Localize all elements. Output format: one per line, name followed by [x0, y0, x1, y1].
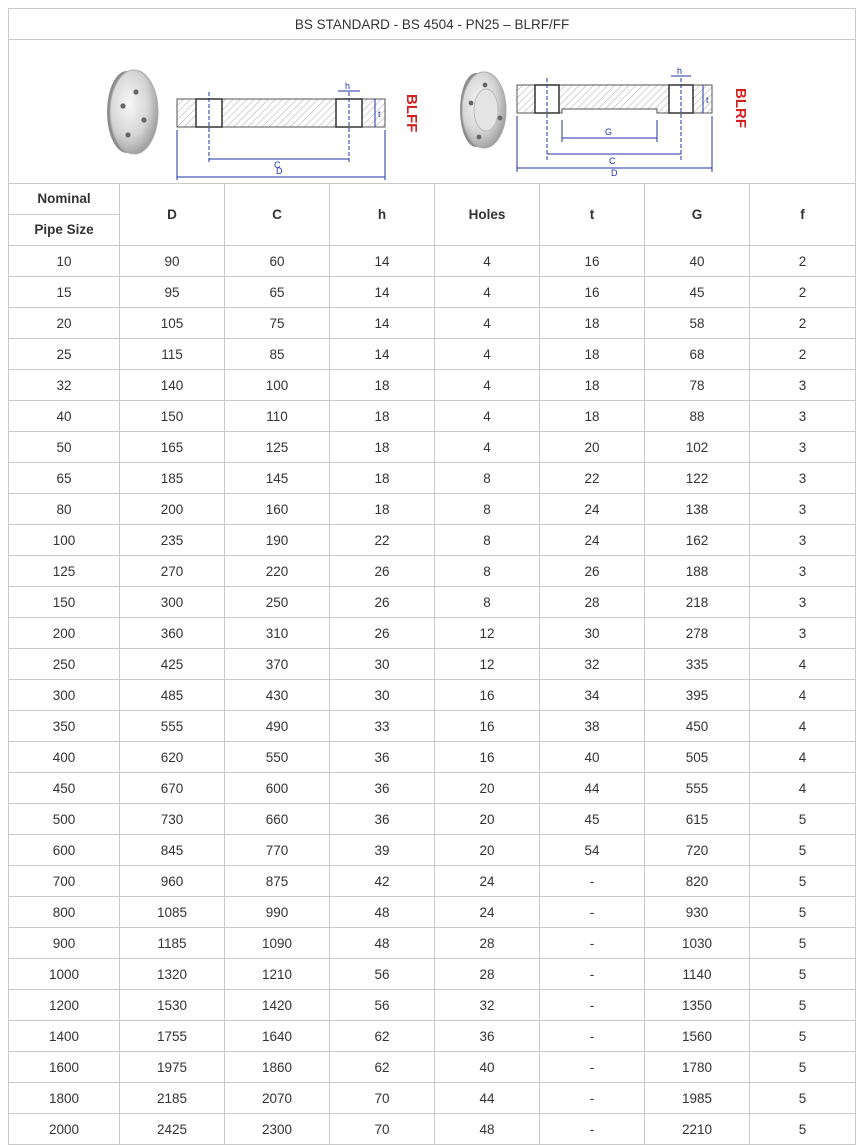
table-cell: 395	[645, 680, 750, 711]
header-h: h	[330, 184, 435, 246]
table-cell: 2185	[120, 1083, 225, 1114]
table-cell: 1600	[9, 1052, 120, 1083]
table-cell: 485	[120, 680, 225, 711]
table-cell: 2000	[9, 1114, 120, 1145]
table-cell: 30	[330, 649, 435, 680]
blff-flange-photo	[107, 70, 158, 154]
table-cell: 165	[120, 432, 225, 463]
table-cell: -	[540, 928, 645, 959]
flange-spec-table	[8, 8, 856, 1145]
table-cell: 250	[225, 587, 330, 618]
table-cell: 105	[120, 308, 225, 339]
table-cell: 5	[750, 804, 856, 835]
table-cell: 62	[330, 1021, 435, 1052]
table-cell: 990	[225, 897, 330, 928]
table-cell: 900	[9, 928, 120, 959]
table-cell: -	[540, 1083, 645, 1114]
header-g: G	[645, 184, 750, 246]
table-cell: 68	[645, 339, 750, 370]
table-cell: 12	[435, 649, 540, 680]
table-cell: 3	[750, 556, 856, 587]
table-cell: 3	[750, 494, 856, 525]
table-cell: 400	[9, 742, 120, 773]
blrf-c-label: C	[609, 156, 616, 166]
table-cell: 1640	[225, 1021, 330, 1052]
table-cell: 1000	[9, 959, 120, 990]
table-cell: 100	[225, 370, 330, 401]
table-row	[9, 401, 856, 432]
table-cell: 5	[750, 897, 856, 928]
table-cell: -	[540, 866, 645, 897]
table-cell: 18	[330, 463, 435, 494]
table-cell: 36	[330, 773, 435, 804]
table-cell: 18	[330, 432, 435, 463]
table-cell: 26	[540, 556, 645, 587]
table-cell: 250	[9, 649, 120, 680]
table-cell: 1090	[225, 928, 330, 959]
table-cell: 39	[330, 835, 435, 866]
table-cell: 125	[9, 556, 120, 587]
table-cell: 88	[645, 401, 750, 432]
table-cell: 18	[330, 494, 435, 525]
table-cell: 150	[9, 587, 120, 618]
table-cell: 38	[540, 711, 645, 742]
table-cell: 270	[120, 556, 225, 587]
flange-diagrams	[9, 40, 856, 184]
table-cell: 32	[540, 649, 645, 680]
table-cell: 5	[750, 990, 856, 1021]
table-cell: 700	[9, 866, 120, 897]
table-cell: 18	[540, 370, 645, 401]
header-c: C	[225, 184, 330, 246]
table-row	[9, 587, 856, 618]
table-cell: 14	[330, 308, 435, 339]
table-cell: 25	[9, 339, 120, 370]
table-cell: 4	[435, 339, 540, 370]
table-cell: 2	[750, 246, 856, 277]
table-cell: 26	[330, 618, 435, 649]
table-cell: 140	[120, 370, 225, 401]
table-cell: 44	[540, 773, 645, 804]
table-cell: 1800	[9, 1083, 120, 1114]
header-d: D	[120, 184, 225, 246]
table-row	[9, 680, 856, 711]
table-cell: 360	[120, 618, 225, 649]
table-cell: 8	[435, 494, 540, 525]
table-cell: 20	[435, 773, 540, 804]
flange-diagram-svg	[9, 40, 856, 180]
table-cell: 75	[225, 308, 330, 339]
blrf-t-label: t	[706, 95, 709, 105]
header-t: t	[540, 184, 645, 246]
table-cell: 16	[435, 680, 540, 711]
table-row	[9, 246, 856, 277]
blrf-g-label: G	[605, 127, 613, 137]
table-cell: 28	[435, 928, 540, 959]
table-cell: 162	[645, 525, 750, 556]
table-cell: 14	[330, 339, 435, 370]
table-cell: 45	[645, 277, 750, 308]
table-cell: 2425	[120, 1114, 225, 1145]
table-cell: 2	[750, 308, 856, 339]
table-cell: 24	[540, 525, 645, 556]
table-row	[9, 463, 856, 494]
table-cell: 875	[225, 866, 330, 897]
table-cell: 490	[225, 711, 330, 742]
table-row	[9, 866, 856, 897]
table-cell: 125	[225, 432, 330, 463]
table-row	[9, 525, 856, 556]
table-cell: 60	[225, 246, 330, 277]
table-cell: 615	[645, 804, 750, 835]
table-cell: -	[540, 897, 645, 928]
table-row	[9, 897, 856, 928]
table-cell: 670	[120, 773, 225, 804]
table-cell: 5	[750, 928, 856, 959]
table-row	[9, 1114, 856, 1145]
table-cell: -	[540, 990, 645, 1021]
table-cell: 5	[750, 1021, 856, 1052]
blrf-tag: BLRF	[732, 88, 749, 128]
blrf-d-label: D	[611, 168, 618, 178]
blff-section-drawing	[177, 81, 420, 180]
table-cell: 36	[330, 804, 435, 835]
table-cell: -	[540, 1114, 645, 1145]
table-cell: 4	[435, 401, 540, 432]
table-cell: 4	[435, 277, 540, 308]
table-cell: 44	[435, 1083, 540, 1114]
table-cell: 4	[750, 773, 856, 804]
table-cell: 18	[540, 401, 645, 432]
table-cell: 14	[330, 246, 435, 277]
table-cell: 16	[435, 742, 540, 773]
table-cell: 1400	[9, 1021, 120, 1052]
table-cell: 90	[120, 246, 225, 277]
table-cell: 1085	[120, 897, 225, 928]
table-cell: 5	[750, 835, 856, 866]
table-cell: 310	[225, 618, 330, 649]
table-cell: 555	[645, 773, 750, 804]
table-row	[9, 339, 856, 370]
header-nominal-line2: Pipe Size	[34, 222, 94, 237]
page-wrapper	[8, 8, 855, 1145]
table-cell: 5	[750, 866, 856, 897]
table-cell: 2070	[225, 1083, 330, 1114]
table-cell: 720	[645, 835, 750, 866]
table-cell: 54	[540, 835, 645, 866]
table-cell: 220	[225, 556, 330, 587]
table-cell: 450	[9, 773, 120, 804]
table-cell: 1975	[120, 1052, 225, 1083]
table-cell: 85	[225, 339, 330, 370]
table-cell: 20	[9, 308, 120, 339]
blff-d-label: D	[276, 166, 283, 176]
table-cell: 20	[435, 804, 540, 835]
table-cell: 10	[9, 246, 120, 277]
header-nominal-line1: Nominal	[9, 184, 119, 215]
table-cell: 3	[750, 525, 856, 556]
table-cell: 145	[225, 463, 330, 494]
table-cell: 1140	[645, 959, 750, 990]
table-cell: 1185	[120, 928, 225, 959]
table-cell: 62	[330, 1052, 435, 1083]
table-cell: 450	[645, 711, 750, 742]
table-cell: 3	[750, 401, 856, 432]
table-cell: 350	[9, 711, 120, 742]
table-cell: 138	[645, 494, 750, 525]
table-cell: 5	[750, 1083, 856, 1114]
table-cell: 8	[435, 463, 540, 494]
table-row	[9, 959, 856, 990]
table-cell: 1320	[120, 959, 225, 990]
table-cell: -	[540, 1021, 645, 1052]
table-row	[9, 804, 856, 835]
table-cell: 40	[9, 401, 120, 432]
table-cell: -	[540, 1052, 645, 1083]
table-cell: 18	[330, 401, 435, 432]
table-cell: 600	[9, 835, 120, 866]
table-cell: 620	[120, 742, 225, 773]
table-cell: 16	[540, 277, 645, 308]
table-cell: 4	[750, 742, 856, 773]
table-cell: 2	[750, 339, 856, 370]
table-cell: 50	[9, 432, 120, 463]
table-cell: 300	[120, 587, 225, 618]
table-cell: 190	[225, 525, 330, 556]
table-row	[9, 990, 856, 1021]
table-cell: 2210	[645, 1114, 750, 1145]
table-cell: 65	[9, 463, 120, 494]
table-row	[9, 1083, 856, 1114]
table-cell: 115	[120, 339, 225, 370]
table-cell: 4	[435, 370, 540, 401]
table-cell: 26	[330, 556, 435, 587]
table-cell: 335	[645, 649, 750, 680]
table-row	[9, 432, 856, 463]
table-cell: 40	[645, 246, 750, 277]
table-cell: 730	[120, 804, 225, 835]
table-cell: 42	[330, 866, 435, 897]
header-nominal-pipe-size	[9, 184, 120, 246]
table-cell: 20	[540, 432, 645, 463]
table-cell: 36	[435, 1021, 540, 1052]
table-cell: 235	[120, 525, 225, 556]
table-cell: 48	[435, 1114, 540, 1145]
table-cell: 28	[435, 959, 540, 990]
table-cell: 200	[120, 494, 225, 525]
table-cell: 36	[330, 742, 435, 773]
table-cell: 370	[225, 649, 330, 680]
table-cell: 430	[225, 680, 330, 711]
table-cell: 20	[435, 835, 540, 866]
table-cell: 48	[330, 897, 435, 928]
table-row	[9, 742, 856, 773]
table-cell: 22	[540, 463, 645, 494]
table-cell: 24	[435, 866, 540, 897]
table-cell: 600	[225, 773, 330, 804]
table-cell: 58	[645, 308, 750, 339]
table-cell: 28	[540, 587, 645, 618]
header-row	[9, 184, 856, 246]
table-cell: 550	[225, 742, 330, 773]
table-cell: 4	[750, 680, 856, 711]
blrf-h-label: h	[677, 66, 683, 76]
table-cell: 4	[435, 308, 540, 339]
table-cell: 2300	[225, 1114, 330, 1145]
table-row	[9, 928, 856, 959]
table-body	[9, 246, 856, 1145]
table-cell: 5	[750, 959, 856, 990]
table-cell: 1755	[120, 1021, 225, 1052]
table-cell: 3	[750, 463, 856, 494]
table-cell: 2	[750, 277, 856, 308]
blrf-section-drawing	[517, 66, 749, 178]
table-cell: 200	[9, 618, 120, 649]
table-cell: 14	[330, 277, 435, 308]
blff-tag: BLFF	[403, 94, 420, 133]
table-cell: 770	[225, 835, 330, 866]
table-cell: 1560	[645, 1021, 750, 1052]
table-cell: 3	[750, 370, 856, 401]
header-f: f	[750, 184, 856, 246]
table-cell: 800	[9, 897, 120, 928]
table-cell: 24	[435, 897, 540, 928]
table-row	[9, 308, 856, 339]
table-cell: 34	[540, 680, 645, 711]
table-cell: 1530	[120, 990, 225, 1021]
table-cell: 32	[435, 990, 540, 1021]
table-cell: 70	[330, 1114, 435, 1145]
table-cell: 78	[645, 370, 750, 401]
table-cell: 12	[435, 618, 540, 649]
table-cell: 555	[120, 711, 225, 742]
table-cell: 3	[750, 618, 856, 649]
table-cell: 160	[225, 494, 330, 525]
blff-t-label: t	[378, 109, 381, 119]
table-cell: 1350	[645, 990, 750, 1021]
table-row	[9, 711, 856, 742]
table-row	[9, 1021, 856, 1052]
table-cell: 300	[9, 680, 120, 711]
table-cell: 16	[540, 246, 645, 277]
table-cell: 18	[540, 308, 645, 339]
table-cell: 33	[330, 711, 435, 742]
table-cell: 24	[540, 494, 645, 525]
table-cell: 32	[9, 370, 120, 401]
table-cell: 1985	[645, 1083, 750, 1114]
table-cell: 48	[330, 928, 435, 959]
table-cell: 960	[120, 866, 225, 897]
table-cell: 122	[645, 463, 750, 494]
table-cell: 1420	[225, 990, 330, 1021]
table-cell: 80	[9, 494, 120, 525]
header-holes: Holes	[435, 184, 540, 246]
table-row	[9, 556, 856, 587]
table-cell: 30	[540, 618, 645, 649]
table-cell: 500	[9, 804, 120, 835]
table-cell: 30	[330, 680, 435, 711]
table-cell: 3	[750, 587, 856, 618]
table-cell: 22	[330, 525, 435, 556]
blff-c-label: C	[274, 160, 281, 170]
table-cell: 15	[9, 277, 120, 308]
table-cell: 8	[435, 556, 540, 587]
table-cell: 3	[750, 432, 856, 463]
table-row	[9, 773, 856, 804]
table-cell: 16	[435, 711, 540, 742]
table-cell: 218	[645, 587, 750, 618]
table-cell: 1200	[9, 990, 120, 1021]
table-cell: 188	[645, 556, 750, 587]
table-cell: 660	[225, 804, 330, 835]
table-title: BS STANDARD - BS 4504 - PN25 – BLRF/FF	[9, 9, 856, 40]
table-cell: 1210	[225, 959, 330, 990]
table-cell: 65	[225, 277, 330, 308]
table-row	[9, 649, 856, 680]
table-cell: 100	[9, 525, 120, 556]
table-cell: 820	[645, 866, 750, 897]
blff-h-label: h	[345, 81, 351, 91]
table-cell: 110	[225, 401, 330, 432]
table-cell: 278	[645, 618, 750, 649]
table-cell: 95	[120, 277, 225, 308]
table-cell: 505	[645, 742, 750, 773]
table-row	[9, 618, 856, 649]
table-cell: 150	[120, 401, 225, 432]
table-cell: 4	[750, 649, 856, 680]
table-cell: 70	[330, 1083, 435, 1114]
table-cell: 45	[540, 804, 645, 835]
table-cell: 4	[435, 432, 540, 463]
table-cell: 425	[120, 649, 225, 680]
table-cell: 5	[750, 1114, 856, 1145]
table-row	[9, 835, 856, 866]
table-row	[9, 277, 856, 308]
table-cell: 4	[435, 246, 540, 277]
table-cell: 56	[330, 959, 435, 990]
table-cell: 5	[750, 1052, 856, 1083]
table-cell: 1860	[225, 1052, 330, 1083]
table-cell: 930	[645, 897, 750, 928]
table-cell: 56	[330, 990, 435, 1021]
table-cell: 845	[120, 835, 225, 866]
table-cell: 18	[330, 370, 435, 401]
table-cell: 8	[435, 587, 540, 618]
table-cell: 102	[645, 432, 750, 463]
table-cell: 1030	[645, 928, 750, 959]
table-cell: -	[540, 959, 645, 990]
table-cell: 26	[330, 587, 435, 618]
table-row	[9, 1052, 856, 1083]
table-row	[9, 370, 856, 401]
blrf-flange-photo	[460, 72, 506, 148]
table-cell: 8	[435, 525, 540, 556]
table-cell: 185	[120, 463, 225, 494]
table-cell: 4	[750, 711, 856, 742]
table-cell: 18	[540, 339, 645, 370]
table-cell: 1780	[645, 1052, 750, 1083]
table-row	[9, 494, 856, 525]
table-cell: 40	[435, 1052, 540, 1083]
table-cell: 40	[540, 742, 645, 773]
